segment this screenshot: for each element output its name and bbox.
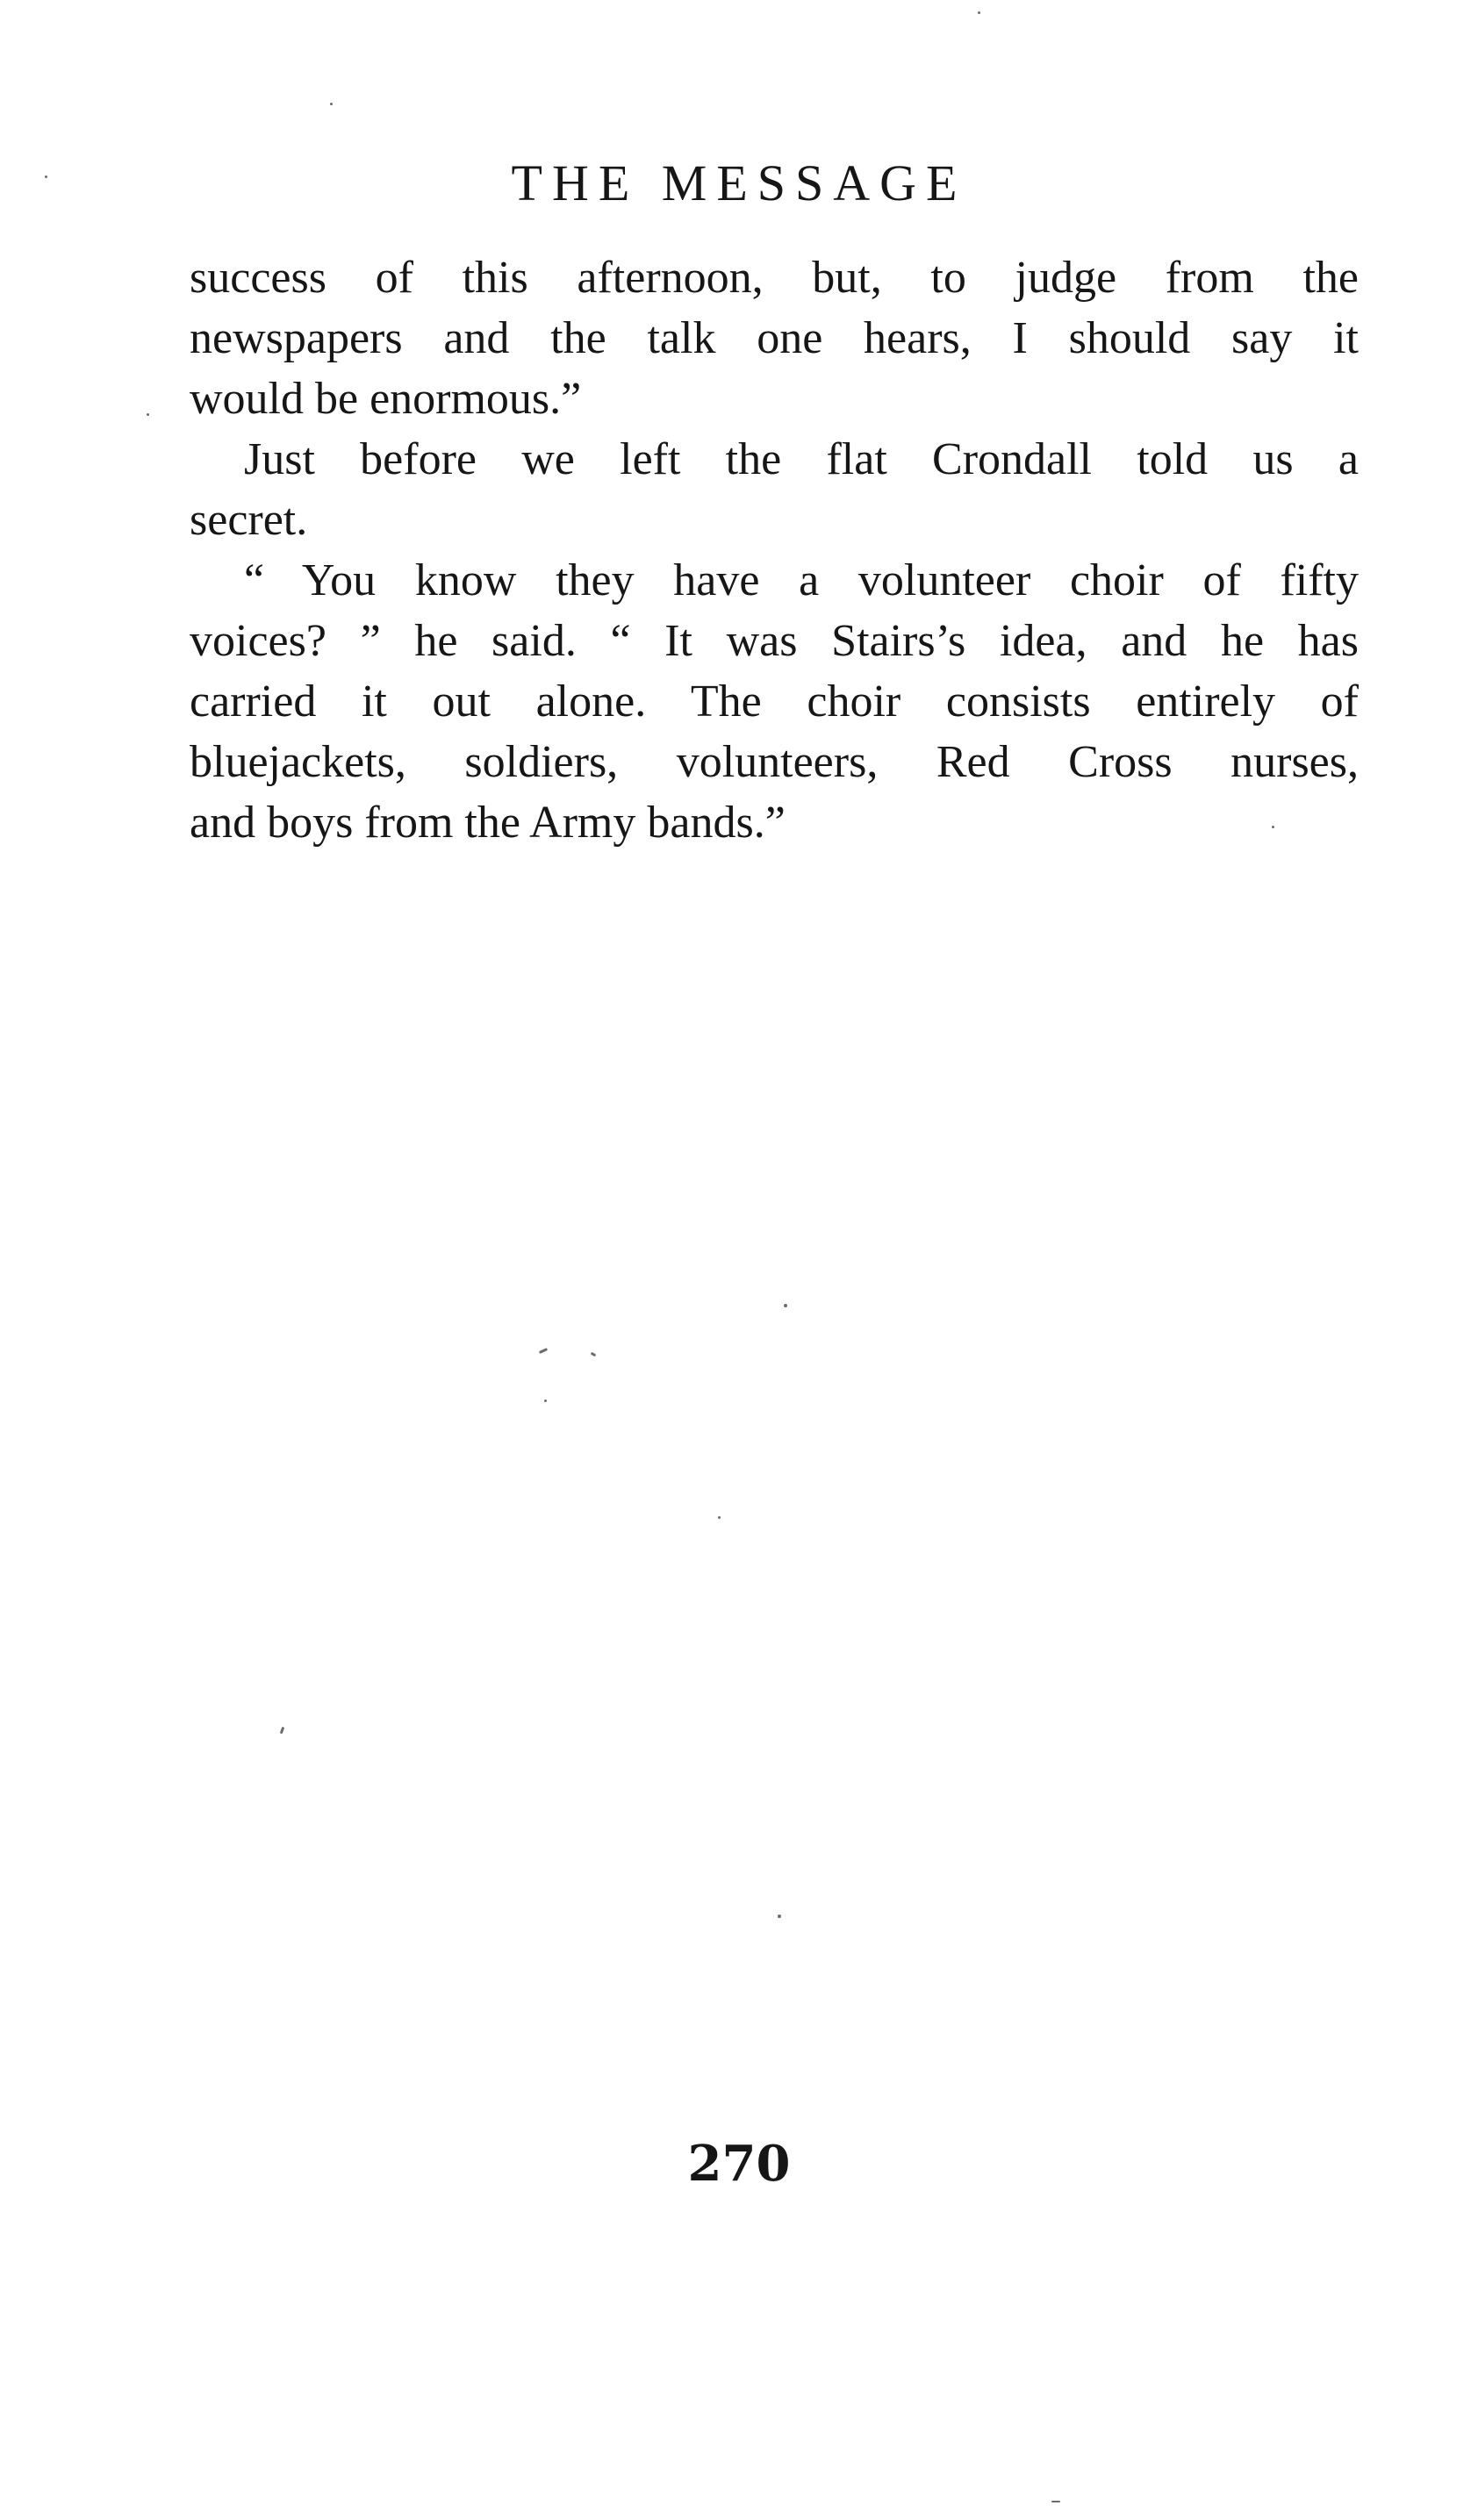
running-head: THE MESSAGE xyxy=(511,154,967,211)
scan-speck xyxy=(1272,826,1274,828)
scan-speck xyxy=(330,103,333,105)
text-line: would be enormous.” xyxy=(190,374,582,424)
scan-speck xyxy=(778,1915,781,1918)
scan-speck xyxy=(1051,2501,1060,2502)
text-line: Just before we left the flat Crondall told us a xyxy=(244,434,1359,484)
body-text xyxy=(190,247,1359,853)
scan-speck xyxy=(280,1727,285,1735)
page-number: 270 xyxy=(687,2135,791,2193)
text-line: “ You know they have a volunteer choir of fifty xyxy=(244,555,1359,605)
scan-speck xyxy=(544,1400,547,1402)
text-line: success of this afternoon, but, to judge from the xyxy=(190,253,1359,303)
scan-speck xyxy=(147,413,149,416)
scan-speck xyxy=(718,1516,721,1519)
text-line: secret. xyxy=(190,495,308,545)
text-line: newspapers and the talk one hears, I should say it xyxy=(190,313,1359,363)
text-line: bluejackets, soldiers, volunteers, Red Cross nurses, xyxy=(190,737,1359,787)
scan-speck xyxy=(45,175,47,178)
scan-speck xyxy=(978,11,980,14)
scan-speck xyxy=(784,1304,787,1307)
text-line: and boys from the Army bands.” xyxy=(190,798,786,848)
text-line: voices? ” he said. “ It was Stairs’s idea, and he has xyxy=(190,616,1359,666)
text-line: carried it out alone. The choir consists entirely of xyxy=(190,677,1359,727)
scan-speck xyxy=(591,1352,597,1357)
scan-speck xyxy=(539,1348,548,1354)
